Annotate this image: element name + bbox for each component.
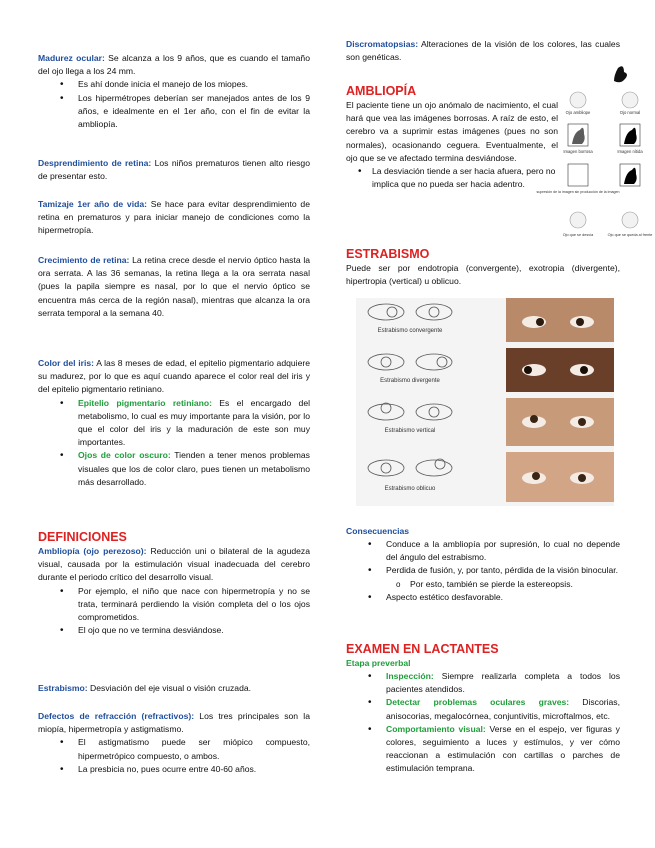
eyes-divergente-icon xyxy=(368,354,452,370)
inspeccion-label: Inspección: xyxy=(386,671,434,681)
estrabismo-heading: ESTRABISMO xyxy=(346,247,430,261)
ojos-oscuro-label: Ojos de color oscuro: xyxy=(78,450,171,461)
tamizaje-text: Se hace para evitar desprendimiento de retina en prematuros y para iniciar manejo de condiciones como la hipermetropía. xyxy=(38,199,310,236)
ambliopia-text: Reducción uni o bilateral de la agudeza visual, causada por la estimulación visual inadecuada del cerebro durante el periodo crítico del desarrollo visual. xyxy=(38,546,311,583)
estrabismo-def xyxy=(38,682,310,695)
discro-text: Alteraciones de la visión de los colores, las cuales son genéticas. xyxy=(346,39,620,63)
list-item: o Por esto, también se pierde la estereopsis. xyxy=(346,578,620,591)
suppression-box xyxy=(568,164,588,186)
list-item xyxy=(38,397,310,450)
estrabismo-figure xyxy=(356,298,614,506)
ambliopia-heading: AMBLIOPÍA xyxy=(346,84,417,98)
examen-heading: EXAMEN EN LACTANTES xyxy=(346,642,499,656)
desprendimiento-label: Desprendimiento de retina: xyxy=(38,158,152,168)
list-item: • El ojo que no ve termina desviándose. xyxy=(38,624,310,637)
list-item: • Conduce a la ambliopía por supresión, lo cual no depende del ángulo del estrabismo. xyxy=(346,538,620,564)
madurez-label: Madurez ocular: xyxy=(38,53,105,63)
etapa-heading: Etapa preverbal xyxy=(346,658,411,668)
eyes-vertical-icon xyxy=(368,403,452,420)
definiciones-section xyxy=(38,530,310,637)
ambliopia-diagram xyxy=(536,62,653,250)
fig-label: Ojo ambliope xyxy=(565,110,591,115)
estrabismo-label: Estrabismo vertical xyxy=(384,428,436,434)
defectos-section xyxy=(38,710,310,776)
ambliopia-paragraph: El paciente tiene un ojo anómalo de nacimiento, el cual hará que vea las imágenes borrosas. A raíz de esto, el cerebro va a suprimir estas imágenes (pues no son normales), ocasionando ceguera. Eventualmente, el ojo que se ve afectado termina desviándose. xyxy=(346,100,558,163)
detectar-label: Detectar problemas oculares graves: xyxy=(386,697,570,708)
epitelio-label: Epitelio pigmentario retiniano: xyxy=(78,397,212,408)
fig-label: supresión de la imagen sin producción de la imagen xyxy=(536,190,620,194)
estrabismo-label: Estrabismo convergente xyxy=(377,328,443,334)
fig-label: Imagen borrosa xyxy=(563,149,593,154)
eyes-oblicuo-icon xyxy=(368,459,452,476)
madurez-text: Se alcanza a los 9 años, que es cuando el tamaño del ojo llega a los 24 mm. xyxy=(38,53,310,77)
estrabismo-text: Desviación del eje visual o visión cruzada. xyxy=(87,683,252,693)
inspeccion-text: Siempre realizarla completa a todos los pacientes atendidos. xyxy=(386,671,620,695)
fig-label: Ojo que se desvía xyxy=(562,233,594,237)
estrabismo-diagram xyxy=(356,298,614,506)
desprendimiento-text: Los niños prematuros tienen alto riesgo de presentar esto. xyxy=(38,158,310,182)
photo-convergente xyxy=(506,298,614,342)
consecuencias-heading: Consecuencias xyxy=(346,526,410,536)
ambliopia-label: Ambliopía (ojo perezoso): xyxy=(38,546,147,556)
fig-label: Ojo que se queda al frente xyxy=(607,233,653,237)
estrabismo-label: Estrabismo: xyxy=(38,683,88,693)
list-item: • Perdida de fusión, y, por tanto, pérdida de la visión binocular. xyxy=(346,564,620,577)
color-label: Color del iris: xyxy=(38,358,94,368)
consecuencias-section xyxy=(346,525,620,604)
list-item xyxy=(346,723,620,776)
discro-label: Discromatopsias: xyxy=(346,39,419,49)
list-item: • Los hipermétropes deberían ser manejados antes de los 9 años, e idealmente en el 1er año, con el fin de evitar la ambliopía. xyxy=(38,92,310,132)
estrabismo-section xyxy=(346,247,620,288)
examen-section xyxy=(346,642,620,776)
list-item: • El astigmatismo puede ser miópico compuesto, hipermetrópico compuesto, o ambos. xyxy=(38,736,310,762)
crecimiento-label: Crecimiento de retina: xyxy=(38,255,130,265)
eye-normal-icon xyxy=(622,92,638,108)
detectar-text: Discorias, anisocorias, megalocórnea, conjuntivitis, microftalmos, etc. xyxy=(386,697,620,721)
list-item: • Por ejemplo, el niño que nace con hipermetropía y no se trata, terminará perdiendo la visión completa del o los ojos comprometidos. xyxy=(38,585,310,625)
definiciones-heading: DEFINICIONES xyxy=(38,530,127,544)
ojos-oscuro-text: Tienden a tener menos problemas visuales que los de color claro, pues tienen un metabolismo más desarrollado. xyxy=(78,450,310,487)
eyes-convergente-icon xyxy=(368,304,452,320)
list-item: • La desviación tiende a ser hacia afuera, pero no implica que no pueda ser hacia adentro. xyxy=(346,165,558,191)
list-item: • Es ahí donde inicia el manejo de los miopes. xyxy=(38,78,310,91)
estrabismo-paragraph: Puede ser por endotropia (convergente), exotropia (divergente), hipertropia (vertical) u oblicuo. xyxy=(346,263,620,287)
comportamiento-label: Comportamiento visual: xyxy=(386,723,486,734)
crecimiento-text: La retina crece desde el nervio óptico hasta la ora serrata. A las 36 semanas, la retina llega a la ora serrata nasal (pues la papila siempre es nasal, por lo que el nervio óptico se encuentra más cerca de la región nasal), mientras que alcanza la ora serrata temporal a la semana 40. xyxy=(38,255,311,318)
defectos-label: Defectos de refracción (refractivos): xyxy=(38,711,195,721)
madurez-section xyxy=(38,52,310,131)
tamizaje-section xyxy=(38,198,310,238)
color-text: A las 8 meses de edad, el epitelio pigmentario adquiere su madurez, por lo que es aquí cuando aparece el color real del iris y del epitelio pigmentario retiniano. xyxy=(38,358,310,395)
discro-section xyxy=(346,38,620,64)
cat-silhouette-icon xyxy=(614,66,627,82)
defectos-text: Los tres principales son la miopía, hipermetropía y astigmatismo. xyxy=(38,711,310,735)
crecimiento-section xyxy=(38,254,310,320)
list-item xyxy=(346,670,620,696)
comportamiento-text: Verse en el espejo, ver figuras y colores, seguimiento a luces y estímulos, y ver cómo reaccionan a estimulación con cartillas o parches de estimulación temprana. xyxy=(386,723,620,774)
fig-label: Ojo normal xyxy=(619,110,641,115)
estrabismo-label: Estrabismo oblicuo xyxy=(384,486,436,492)
ambliopia-section xyxy=(346,84,558,191)
fig-label: Imagen nítida xyxy=(617,149,643,154)
estrabismo-label: Estrabismo divergente xyxy=(380,378,440,384)
list-item: • La presbicia no, pues ocurre entre 40-60 años. xyxy=(38,763,310,776)
list-item: • Aspecto estético desfavorable. xyxy=(346,591,620,604)
eye-ambliope-icon xyxy=(570,92,586,108)
color-section xyxy=(38,357,310,489)
epitelio-text: Es el encargado del metabolismo, lo cual es muy importante para la visión, por lo que el color del iris y la maduración de este son muy importantes. xyxy=(78,397,311,448)
tamizaje-label: Tamizaje 1er año de vida: xyxy=(38,199,147,209)
list-item xyxy=(38,449,310,489)
list-item xyxy=(346,696,620,722)
desprendimiento-section xyxy=(38,157,310,183)
